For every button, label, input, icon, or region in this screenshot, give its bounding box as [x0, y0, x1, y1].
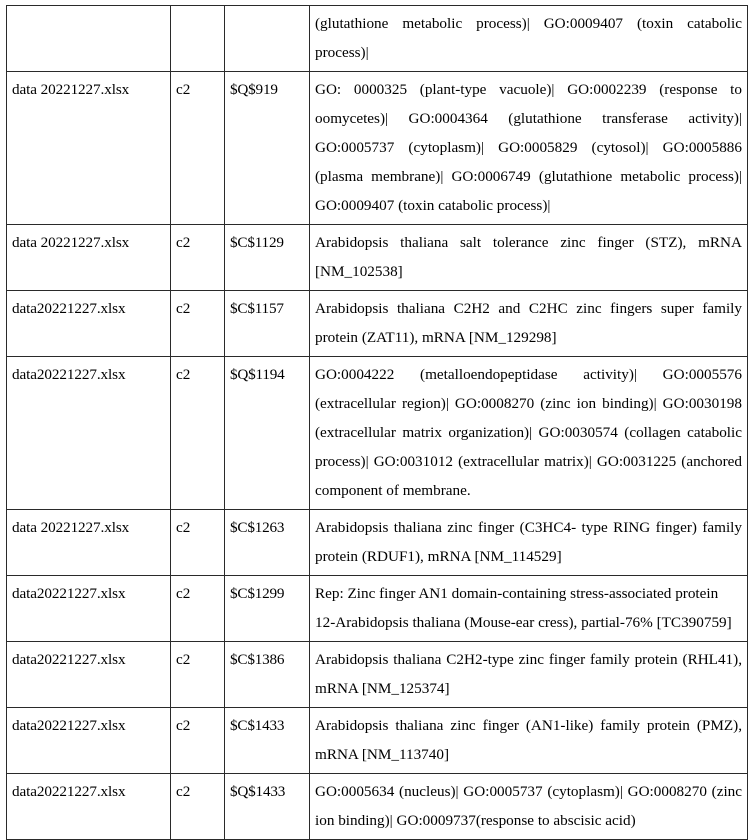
- cell-description: (glutathione metabolic process)| GO:0009407 (toxin catabolic process)|: [310, 6, 748, 72]
- cell-reference: $C$1433: [225, 708, 310, 774]
- cell-sheet-name: c2: [171, 708, 225, 774]
- cell-file-name: data20221227.xlsx: [7, 708, 171, 774]
- cell-reference: [225, 6, 310, 72]
- cell-file-name: data20221227.xlsx: [7, 357, 171, 510]
- cell-file-name: data20221227.xlsx: [7, 291, 171, 357]
- cell-reference: $C$1299: [225, 576, 310, 642]
- cell-sheet-name: c2: [171, 774, 225, 840]
- cell-reference: $Q$919: [225, 72, 310, 225]
- table-row: [7, 225, 748, 291]
- cell-sheet-name: c2: [171, 510, 225, 576]
- cell-file-name: data 20221227.xlsx: [7, 510, 171, 576]
- table-row: [7, 774, 748, 840]
- cell-file-name: [7, 6, 171, 72]
- cell-sheet-name: c2: [171, 576, 225, 642]
- annotation-table: [6, 5, 748, 840]
- cell-description: GO:0004222 (metalloendopeptidase activity)| GO:0005576 (extracellular region)| GO:0008270 (zinc ion binding)| GO:0030198 (extracellular matrix organization)| GO:0030574 (collagen catabolic process)| GO:0031012 (extracellular matrix)| GO:0031225 (anchored component of membrane.: [310, 357, 748, 510]
- cell-description: Arabidopsis thaliana C2H2 and C2HC zinc fingers super family protein (ZAT11), mRNA [NM_129298]: [310, 291, 748, 357]
- cell-description: Arabidopsis thaliana zinc finger (AN1-like) family protein (PMZ), mRNA [NM_113740]: [310, 708, 748, 774]
- cell-description: GO: 0000325 (plant-type vacuole)| GO:0002239 (response to oomycetes)| GO:0004364 (glutathione transferase activity)| GO:0005737 (cytoplasm)| GO:0005829 (cytosol)| GO:0005886 (plasma membrane)| GO:0006749 (glutathione metabolic process)| GO:0009407 (toxin catabolic process)|: [310, 72, 748, 225]
- cell-file-name: data20221227.xlsx: [7, 774, 171, 840]
- cell-reference: $C$1386: [225, 642, 310, 708]
- cell-file-name: data 20221227.xlsx: [7, 225, 171, 291]
- cell-reference: $C$1263: [225, 510, 310, 576]
- cell-sheet-name: c2: [171, 291, 225, 357]
- table-row: [7, 642, 748, 708]
- table-row: [7, 576, 748, 642]
- cell-description: GO:0005634 (nucleus)| GO:0005737 (cytoplasm)| GO:0008270 (zinc ion binding)| GO:0009737(response to abscisic acid): [310, 774, 748, 840]
- cell-sheet-name: c2: [171, 357, 225, 510]
- cell-sheet-name: c2: [171, 642, 225, 708]
- table-body: [7, 6, 748, 840]
- table-row: [7, 291, 748, 357]
- cell-reference: $C$1129: [225, 225, 310, 291]
- cell-description: Rep: Zinc finger AN1 domain-containing stress-associated protein 12-Arabidopsis thaliana (Mouse-ear cress), partial-76% [TC390759]: [310, 576, 748, 642]
- cell-description: Arabidopsis thaliana zinc finger (C3HC4- type RING finger) family protein (RDUF1), mRNA [NM_114529]: [310, 510, 748, 576]
- cell-sheet-name: [171, 6, 225, 72]
- cell-sheet-name: c2: [171, 72, 225, 225]
- cell-file-name: data 20221227.xlsx: [7, 72, 171, 225]
- cell-sheet-name: c2: [171, 225, 225, 291]
- table-row: [7, 357, 748, 510]
- cell-reference: $Q$1433: [225, 774, 310, 840]
- cell-description: Arabidopsis thaliana salt tolerance zinc finger (STZ), mRNA [NM_102538]: [310, 225, 748, 291]
- table-row: [7, 510, 748, 576]
- cell-description: Arabidopsis thaliana C2H2-type zinc finger family protein (RHL41), mRNA [NM_125374]: [310, 642, 748, 708]
- cell-file-name: data20221227.xlsx: [7, 576, 171, 642]
- cell-file-name: data20221227.xlsx: [7, 642, 171, 708]
- cell-reference: $Q$1194: [225, 357, 310, 510]
- table-row: [7, 6, 748, 72]
- cell-reference: $C$1157: [225, 291, 310, 357]
- table-row: [7, 708, 748, 774]
- table-row: [7, 72, 748, 225]
